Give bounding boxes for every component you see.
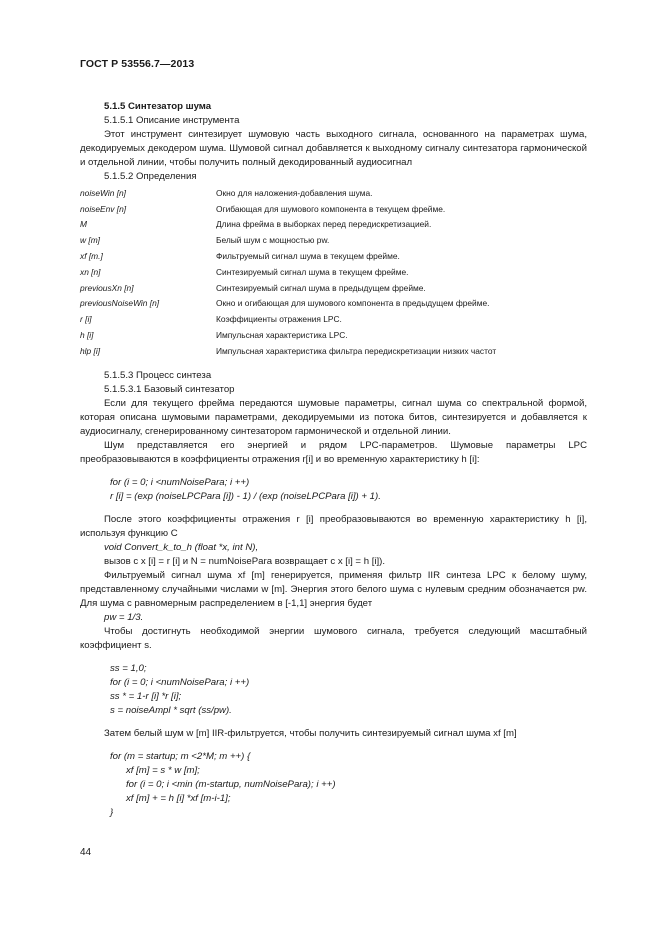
page-number: 44: [80, 847, 92, 858]
code-line: for (i = 0; i <numNoisePara; i ++): [110, 676, 250, 688]
code-function-signature: void Convert_k_to_h (float *x, int N),: [104, 541, 259, 553]
section-title: 5.1.5 Синтезатор шума: [104, 101, 212, 112]
definition-description: Огибающая для шумового компонента в текущем фрейме.: [216, 203, 446, 214]
subsection-title-description: 5.1.5.1 Описание инструмента: [104, 115, 240, 126]
paragraph-conversion: После этого коэффициенты отражения r [i] преобразовываются во временную характеристику h [i], используя функцию С: [80, 513, 587, 539]
code-line: for (m = startup; m <2*M; m ++) {: [110, 750, 251, 762]
paragraph-filtered-noise: Фильтруемый сигнал шума xf [m] генерируется, применяя фильтр IIR синтеза LPC к белому шуму, представленному случайными числами w [m]. Энергия этого белого шума с нулевым средним обозначается pw. Для шума с равномерным распределением в [-1,1] энергия будет: [80, 569, 587, 609]
definition-term: hlp [i]: [80, 345, 101, 356]
definition-row: [80, 232, 587, 248]
definition-description: Окно и огибающая для шумового компонента в предыдущем фрейме.: [216, 298, 490, 309]
definitions-list: [80, 185, 587, 359]
definition-description: Синтезируемый сигнал шума в предыдущем фрейме.: [216, 282, 426, 293]
paragraph-noise-params: Если для текущего фрейма передаются шумовые параметры, сигнал шума со спектральной формой, которая описана шумовыми параметрами, декодируемыми из потока битов, синтезируется и добавляется к аудиосигналу, сгенерированному синтезатором гармонической и отдельной линии.: [80, 397, 587, 437]
definition-description: Белый шум с мощностью pw.: [216, 235, 330, 246]
section-content: [80, 100, 587, 820]
paragraph-iir-filter: Затем белый шум w [m] IIR-фильтруется, чтобы получить синтезируемый сигнал шума xf [m]: [104, 727, 517, 739]
definition-term: noiseEnv [n]: [80, 203, 127, 214]
definition-term: r [i]: [80, 314, 92, 325]
code-line: r [i] = (exp (noiseLPCPara [i]) - 1) / (exp (noiseLPCPara [i]) + 1).: [110, 490, 381, 502]
definition-row: [80, 185, 587, 201]
code-line: for (i = 0; i <min (m-startup, numNoisePara); i ++): [126, 778, 336, 790]
definition-row: [80, 311, 587, 327]
definition-description: Коэффициенты отражения LPC.: [216, 314, 342, 325]
definition-row: [80, 201, 587, 217]
definition-description: Импульсная характеристика LPC.: [216, 330, 348, 341]
definition-term: h [i]: [80, 330, 94, 341]
subsection-title-synthesis: 5.1.5.3 Процесс синтеза: [104, 369, 212, 381]
paragraph-scale-factor: Чтобы достигнуть необходимой энергии шумового сигнала, требуется следующий масштабный коэффициент s.: [80, 625, 587, 651]
formula-pw: pw = 1/3.: [104, 611, 144, 623]
subsection-title-basic-synthesizer: 5.1.5.3.1 Базовый синтезатор: [104, 383, 235, 395]
description-paragraph: Этот инструмент синтезирует шумовую часть выходного сигнала, основанного на параметрах шума, декодируемых декодером шума. Шумовой сигнал добавляется к выходному сигналу синтезатора гармонической и отдельной линии, чтобы получить полный декодированный аудиосигнал: [80, 129, 587, 168]
code-line: xf [m] + = h [i] *xf [m-i-1];: [126, 792, 231, 804]
definition-row: [80, 280, 587, 296]
paragraph-lpc: Шум представляется его энергией и рядом LPC-параметров. Шумовые параметры LPC преобразовываются в коэффициенты отражения r[i] и во временную характеристику h [i]:: [80, 439, 587, 465]
definition-row: [80, 217, 587, 233]
code-line: s = noiseAmpl * sqrt (ss/pw).: [110, 704, 232, 716]
definition-term: previousNoiseWin [n]: [80, 298, 160, 309]
code-line: ss = 1,0;: [110, 662, 147, 674]
definition-row: [80, 264, 587, 280]
document-header: ГОСТ Р 53556.7—2013: [80, 58, 195, 70]
definition-term: w [m]: [80, 235, 101, 246]
subsection-title-definitions: 5.1.5.2 Определения: [104, 171, 197, 182]
definition-term: M: [80, 219, 87, 230]
definition-description: Импульсная характеристика фильтра передискретизации низких частот: [216, 345, 497, 356]
definition-description: Синтезируемый сигнал шума в текущем фрейме.: [216, 266, 409, 277]
definition-description: Фильтруемый сигнал шума в текущем фрейме.: [216, 251, 400, 262]
definition-row: [80, 327, 587, 343]
definition-description: Окно для наложения-добавления шума.: [216, 187, 373, 198]
paragraph-function-call: вызов с x [i] = r [i] и N = numNoisePara возвращает с x [i] = h [i]).: [104, 555, 386, 567]
code-line: ss * = 1-r [i] *r [i];: [110, 690, 182, 702]
code-line: }: [110, 806, 114, 818]
definition-description: Длина фрейма в выборках перед передискретизацией.: [216, 219, 432, 230]
definition-row: [80, 248, 587, 264]
code-line: xf [m] = s * w [m];: [126, 764, 200, 776]
definition-term: xf [m.]: [80, 251, 103, 262]
definition-row: [80, 296, 587, 312]
definition-term: noiseWin [n]: [80, 187, 127, 198]
definition-row: [80, 343, 587, 359]
code-line: for (i = 0; i <numNoisePara; i ++): [110, 476, 250, 488]
definition-term: previousXn [n]: [80, 282, 134, 293]
definition-term: xn [n]: [80, 266, 101, 277]
